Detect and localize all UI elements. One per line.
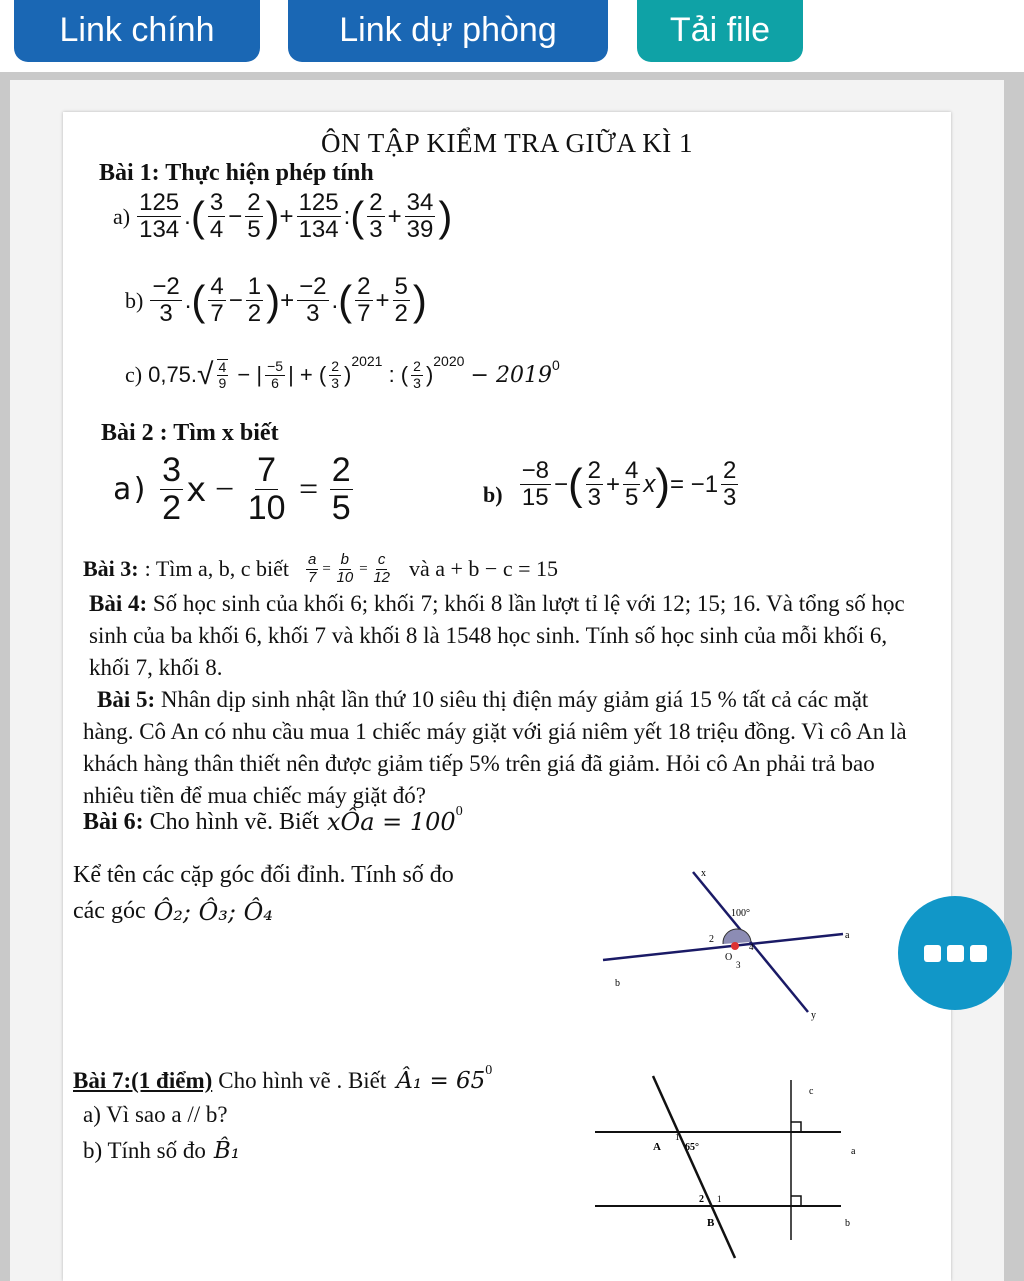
more-icon — [924, 945, 941, 962]
bai7-qb-var: B̂₁ — [213, 1138, 241, 1164]
main-link-button[interactable]: Link chính — [14, 0, 260, 62]
bai1-a: a) $\frac{125}{134}$ . ( $\frac{3}{4}$ − $\frac{2}{5}$ ) + $\frac{125}{134}$ : ( $\frac{2}{3}$ + $\frac{34}{39}$ ) — [113, 189, 453, 244]
fig6-label-a: a — [845, 930, 850, 941]
top-bar — [0, 0, 1024, 72]
bai2-a: a) $\frac{3}{2}$ x − $\frac{7}{10}$ = $\frac{2}{5}$ — [113, 451, 351, 528]
fig7-label-angle: 65° — [685, 1142, 699, 1153]
worksheet-title: ÔN TẬP KIỂM TRA GIỮA KÌ 1 — [321, 128, 693, 158]
bai1-c: c) 0,75. √ $\frac{4}{9}$ − | $\frac{-5}{6}$ | + ( $\frac{2}{3}$ ) $^{2021}$ : ( $\frac{2}{3}$ ) $^{2020}$ − 2019 $^0$ — [125, 353, 560, 391]
bai6-angle-exp: 0 — [455, 804, 463, 819]
fig6-label-x: x — [701, 868, 706, 879]
bai6-figure — [583, 862, 873, 1032]
download-file-button[interactable]: Tải file — [637, 0, 803, 62]
bai5-heading: Bài 5: — [97, 687, 156, 712]
bai7-given: Â₁ = 65 — [396, 1068, 486, 1094]
bai4-text: Số học sinh của khối 6; khối 7; khối 8 lần lượt tỉ lệ với 12; 15; 16. Và tổng số học sinh của ba khối 6, khối 7 và khối 8 là 1548 học sinh. Tính số học sinh của mỗi khối 6, khối 7, khối 8. — [89, 591, 905, 680]
bai5-text: Nhân dịp sinh nhật lần thứ 10 siêu thị điện máy giảm giá 15 % tất cả các mặt hàng. Cô An có nhu cầu mua 1 chiếc máy giặt với giá niêm yết 18 triệu đồng. Vì cô An là khách hàng thân thiết nên được giảm tiếp 5% trên giá đã giảm. Hỏi cô An phải trả bao nhiêu tiền để mua chiếc máy giặt đó? — [83, 687, 907, 808]
fig6-label-b: b — [615, 978, 620, 989]
bai1-c-exp1: 2021 — [351, 353, 383, 369]
bai2-heading: Bài 2 : Tìm x biết — [101, 420, 279, 446]
bai7-qb — [83, 1138, 240, 1164]
backup-link-button[interactable]: Link dự phòng — [288, 0, 608, 62]
bai6-task-line1: Kể tên các cặp góc đối đỉnh. Tính số đo — [73, 862, 454, 888]
bai4 — [89, 588, 909, 684]
more-options-button[interactable] — [898, 896, 1012, 1010]
bai2-a-label: a) — [113, 472, 150, 508]
bai3-condition: và a + b − c = 15 — [409, 556, 559, 581]
bai1-c-end: − 2019 — [470, 362, 552, 388]
fig7-label-c: c — [809, 1086, 814, 1097]
bai7-qa: a) Vì sao a // b? — [83, 1102, 228, 1127]
fig6-label-2: 2 — [709, 934, 714, 945]
bai1-b: b) $\frac{-2}{3}$ . ( $\frac{4}{7}$ − $\frac{1}{2}$ ) + $\frac{-2}{3}$ . ( $\frac{2}{7}$ + $\frac{5}{2}$ ) — [125, 273, 427, 328]
bai1-c-exp2: 2020 — [433, 353, 465, 369]
bai7 — [73, 1063, 493, 1094]
bai1-c-start: 0,75. — [148, 362, 198, 387]
fig7-label-2: 2 — [699, 1194, 704, 1205]
fig6-label-y: y — [811, 1010, 816, 1021]
bai1-heading: Bài 1: Thực hiện phép tính — [99, 160, 374, 186]
fig6-label-4: 4 — [749, 942, 754, 952]
bai1-c-label: c) — [125, 362, 143, 387]
bai5 — [83, 684, 913, 812]
worksheet-image — [63, 112, 951, 1281]
bai6-task-text: các góc — [73, 898, 146, 924]
fig6-label-angle: 100° — [731, 908, 750, 919]
bai7-qb-text: b) Tính số đo — [83, 1138, 206, 1163]
bai6-angle: xÔa = 100 — [327, 808, 456, 836]
bai6-heading: Bài 6: — [83, 808, 144, 835]
bai1-c-end-exp: 0 — [551, 357, 560, 373]
bai7-given-exp: 0 — [485, 1063, 493, 1078]
bai7-text: Cho hình vẽ . Biết — [218, 1068, 387, 1093]
fig7-label-B: B — [707, 1217, 715, 1229]
bai2-b: b) $\frac{-8}{15}$ − ( $\frac{2}{3}$ + $\frac{4}{5}$ x ) = −1 $\frac{2}{3}$ — [483, 457, 737, 512]
bai6-text: Cho hình vẽ. Biết — [149, 808, 319, 835]
bai6-angles: Ô₂; Ô₃; Ô₄ — [153, 898, 273, 926]
bai7-heading: Bài 7:(1 điểm) — [73, 1068, 213, 1093]
bai1-a-label: a) — [113, 203, 131, 229]
fig7-label-A: A — [653, 1141, 661, 1153]
fig7-label-1: 1 — [675, 1132, 680, 1142]
fig7-label-1b: 1 — [717, 1194, 722, 1204]
fig7-label-b: b — [845, 1218, 850, 1229]
fig7-label-a: a — [851, 1146, 856, 1157]
bai6-task-line2 — [73, 898, 273, 926]
more-icon-dot — [947, 945, 964, 962]
bai1-b-label: b) — [125, 287, 144, 313]
more-icon-dot — [970, 945, 987, 962]
bai4-heading: Bài 4: — [89, 591, 148, 616]
fig6-label-3: 3 — [736, 960, 741, 970]
bai7-figure — [583, 1072, 873, 1262]
bai3-text: : Tìm a, b, c biết — [144, 556, 290, 581]
bai6 — [83, 804, 463, 836]
bai3-heading: Bài 3: — [83, 556, 139, 581]
bai2-b-rhs: = −1 — [670, 470, 719, 498]
bai2-b-label: b) — [483, 481, 503, 507]
bai3: Bài 3: : Tìm a, b, c biết $\frac{a}{7}$ = $\frac{b}{10}$ = $\frac{c}{12}$ và a + b − c = 15 — [83, 551, 559, 586]
fig6-label-o: O — [725, 952, 733, 963]
